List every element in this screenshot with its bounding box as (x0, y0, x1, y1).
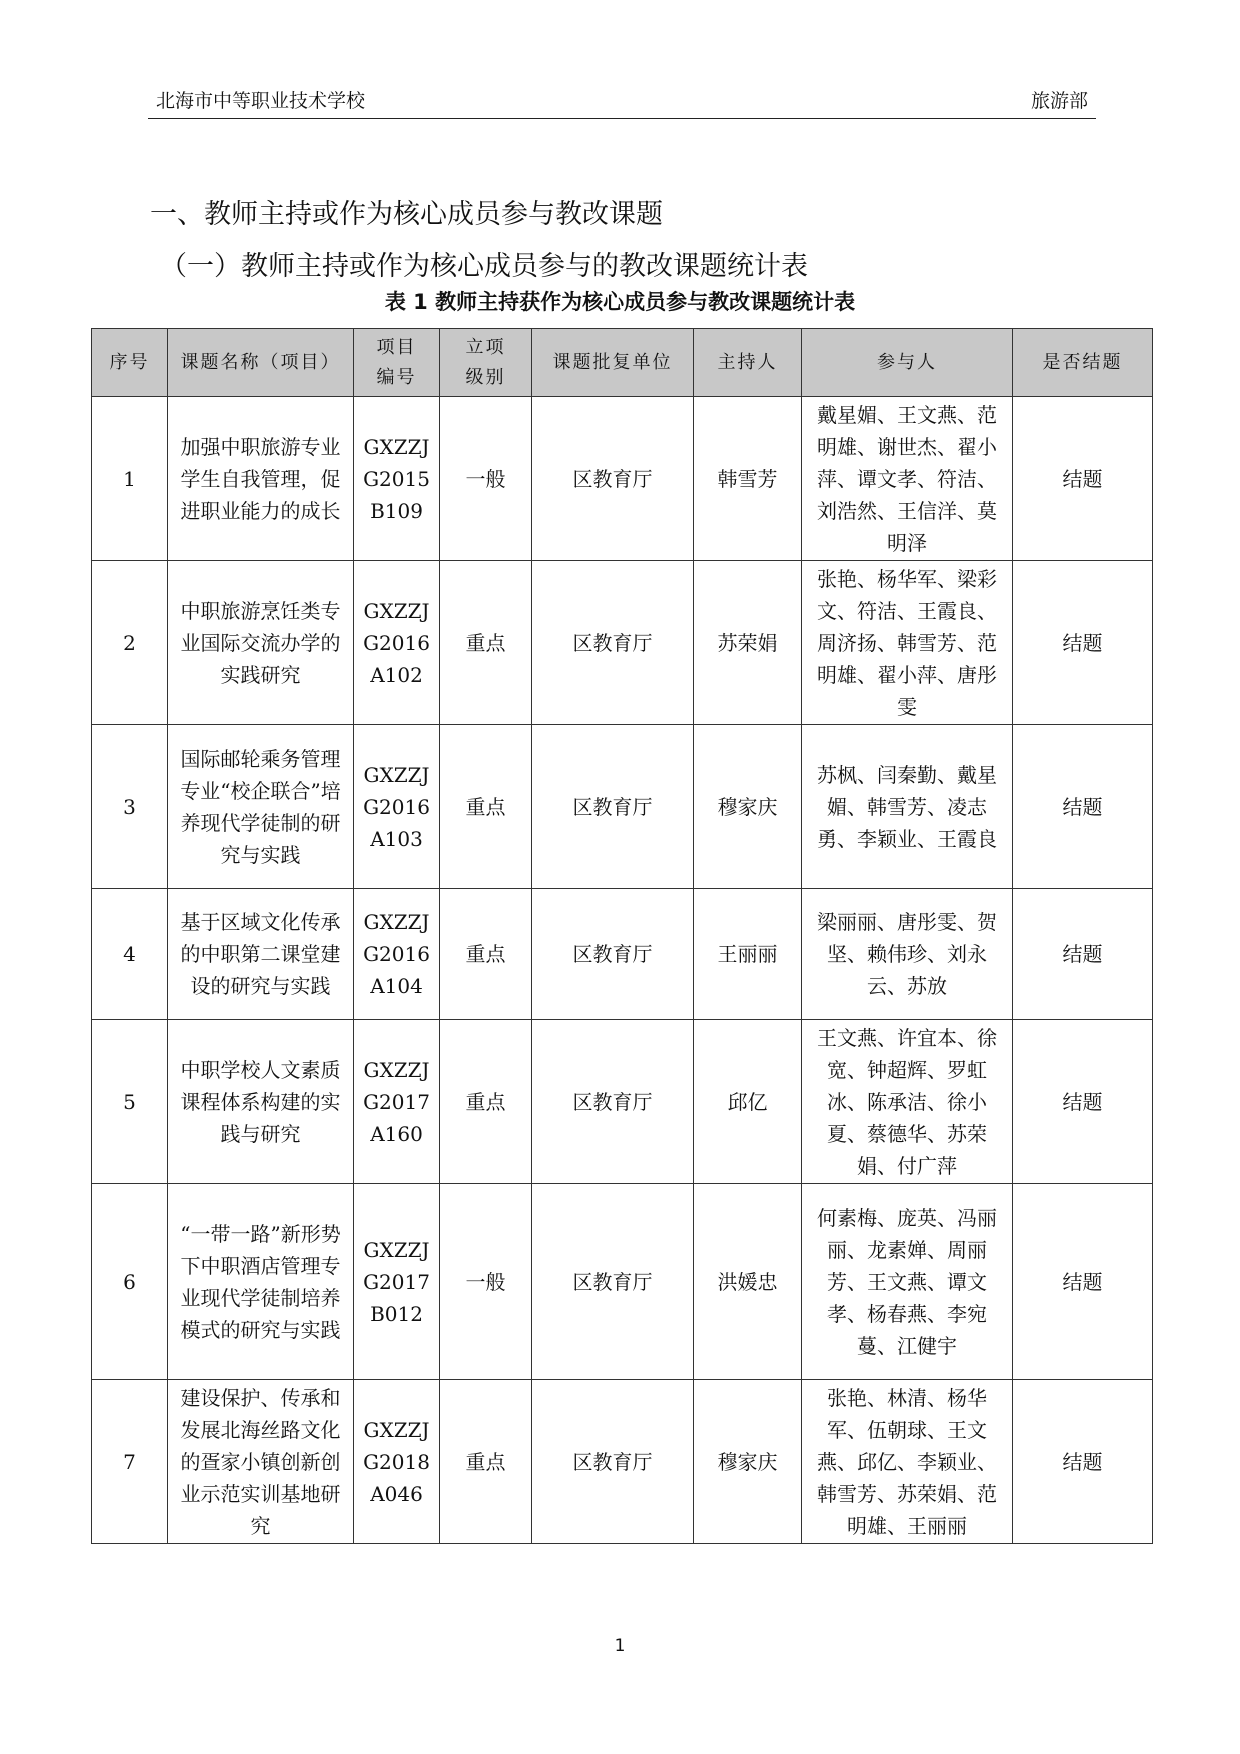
cell-host: 王丽丽 (694, 889, 802, 1020)
code-line: GXZZJ (363, 762, 430, 787)
cell-members: 戴星媚、王文燕、范明雄、谢世杰、翟小萍、谭文孝、符洁、刘浩然、王信洋、莫明泽 (802, 397, 1013, 561)
cell-members: 何素梅、庞英、冯丽丽、龙素婵、周丽芳、王文燕、谭文孝、杨春燕、李宛蔓、江健宇 (802, 1184, 1013, 1380)
page-number: 1 (614, 1636, 626, 1656)
cell-done: 结题 (1013, 725, 1153, 889)
col-header-code-line: 编号 (376, 366, 417, 388)
cell-title: “一带一路”新形势下中职酒店管理专业现代学徒制培养模式的研究与实践 (168, 1184, 354, 1380)
code-line: GXZZJ (363, 910, 430, 934)
cell-unit: 区教育厅 (532, 1380, 694, 1544)
cell-members: 梁丽丽、唐彤雯、贺坚、赖伟珍、刘永云、苏放 (802, 889, 1013, 1020)
table-row (92, 397, 1153, 561)
cell-done: 结题 (1013, 1184, 1153, 1380)
code-line: G2016 (363, 630, 430, 655)
cell-title: 基于区域文化传承的中职第二课堂建设的研究与实践 (168, 889, 354, 1020)
col-header-done: 是否结题 (1013, 329, 1153, 397)
school-name: 北海市中等职业技术学校 (156, 90, 366, 112)
table-row (92, 1184, 1153, 1380)
cell-host: 邱亿 (694, 1020, 802, 1184)
code-line: GXZZJ (363, 1417, 430, 1442)
table-row (92, 725, 1153, 889)
cell-no: 2 (92, 561, 168, 725)
cell-done: 结题 (1013, 1020, 1153, 1184)
cell-members: 王文燕、许宜本、徐宽、钟超辉、罗虹冰、陈承洁、徐小夏、蔡德华、苏荣娟、付广萍 (802, 1020, 1013, 1184)
code-line: A103 (370, 826, 423, 851)
code-line: B109 (370, 498, 423, 523)
col-header-unit: 课题批复单位 (532, 329, 694, 397)
cell-host: 穆家庆 (694, 1380, 802, 1544)
cell-code (354, 1184, 440, 1380)
code-line: A104 (370, 974, 423, 998)
code-line: GXZZJ (363, 598, 430, 623)
code-line: G2016 (363, 942, 430, 966)
cell-unit: 区教育厅 (532, 561, 694, 725)
code-line: A160 (370, 1121, 423, 1146)
col-header-level (440, 329, 532, 397)
section-heading: 一、教师主持或作为核心成员参与教改课题 (150, 199, 663, 230)
code-line: G2017 (363, 1269, 430, 1294)
department-name: 旅游部 (1030, 90, 1088, 112)
cell-host: 穆家庆 (694, 725, 802, 889)
col-header-level-line: 级别 (465, 366, 506, 388)
cell-members: 张艳、杨华军、梁彩文、符洁、王霞良、周济扬、韩雪芳、范明雄、翟小萍、唐彤雯 (802, 561, 1013, 725)
code-line: B012 (370, 1301, 423, 1326)
cell-no: 5 (92, 1020, 168, 1184)
cell-unit: 区教育厅 (532, 725, 694, 889)
cell-host: 洪媛忠 (694, 1184, 802, 1380)
cell-title: 加强中职旅游专业学生自我管理，促进职业能力的成长 (168, 397, 354, 561)
cell-code (354, 725, 440, 889)
col-header-no: 序号 (92, 329, 168, 397)
col-header-title: 课题名称（项目） (168, 329, 354, 397)
table-row (92, 1020, 1153, 1184)
cell-level: 重点 (440, 1380, 532, 1544)
col-header-host: 主持人 (694, 329, 802, 397)
cell-unit: 区教育厅 (532, 1020, 694, 1184)
cell-level: 一般 (440, 397, 532, 561)
cell-level: 重点 (440, 889, 532, 1020)
code-line: G2018 (363, 1449, 430, 1474)
cell-members: 苏枫、闫秦勤、戴星媚、韩雪芳、凌志勇、李颖业、王霞良 (802, 725, 1013, 889)
table-header-row (92, 329, 1153, 397)
table-caption: 表 1 教师主持获作为核心成员参与教改课题统计表 (384, 290, 856, 314)
table-row (92, 889, 1153, 1020)
cell-done: 结题 (1013, 1380, 1153, 1544)
cell-level: 重点 (440, 725, 532, 889)
code-line: G2015 (363, 466, 430, 491)
cell-title: 中职学校人文素质课程体系构建的实践与研究 (168, 1020, 354, 1184)
cell-host: 韩雪芳 (694, 397, 802, 561)
cell-title: 国际邮轮乘务管理专业“校企联合”培养现代学徒制的研究与实践 (168, 725, 354, 889)
code-line: A102 (370, 662, 423, 687)
code-line: GXZZJ (363, 434, 430, 459)
cell-done: 结题 (1013, 397, 1153, 561)
cell-code (354, 1380, 440, 1544)
cell-unit: 区教育厅 (532, 397, 694, 561)
cell-code (354, 561, 440, 725)
cell-unit: 区教育厅 (532, 1184, 694, 1380)
cell-level: 重点 (440, 561, 532, 725)
table-row (92, 561, 1153, 725)
subsection-heading: （一）教师主持或作为核心成员参与的教改课题统计表 (160, 251, 808, 282)
col-header-code (354, 329, 440, 397)
cell-code (354, 889, 440, 1020)
cell-code (354, 397, 440, 561)
code-line: G2017 (363, 1089, 430, 1114)
code-line: GXZZJ (363, 1237, 430, 1262)
cell-no: 1 (92, 397, 168, 561)
code-line: GXZZJ (363, 1057, 430, 1082)
project-table (91, 328, 1153, 1544)
col-header-members: 参与人 (802, 329, 1013, 397)
cell-done: 结题 (1013, 561, 1153, 725)
cell-code (354, 1020, 440, 1184)
cell-host: 苏荣娟 (694, 561, 802, 725)
cell-level: 重点 (440, 1020, 532, 1184)
col-header-level-line: 立项 (465, 336, 506, 358)
cell-title: 中职旅游烹饪类专业国际交流办学的实践研究 (168, 561, 354, 725)
cell-no: 6 (92, 1184, 168, 1380)
cell-no: 7 (92, 1380, 168, 1544)
cell-members: 张艳、林清、杨华军、伍朝球、王文燕、邱亿、李颖业、韩雪芳、苏荣娟、范明雄、王丽丽 (802, 1380, 1013, 1544)
cell-no: 4 (92, 889, 168, 1020)
cell-done: 结题 (1013, 889, 1153, 1020)
code-line: G2016 (363, 794, 430, 819)
cell-title: 建设保护、传承和发展北海丝路文化的疍家小镇创新创业示范实训基地研究 (168, 1380, 354, 1544)
table-row (92, 1380, 1153, 1544)
col-header-code-line: 项目 (376, 336, 417, 358)
cell-level: 一般 (440, 1184, 532, 1380)
code-line: A046 (370, 1481, 423, 1506)
cell-no: 3 (92, 725, 168, 889)
page-header (148, 84, 1096, 119)
cell-unit: 区教育厅 (532, 889, 694, 1020)
